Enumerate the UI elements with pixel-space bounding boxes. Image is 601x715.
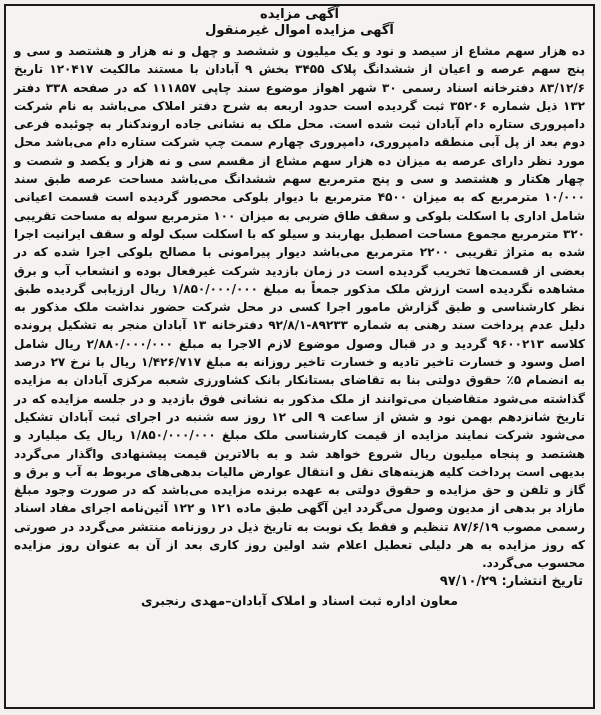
notice-subtitle: آگهی مزایده اموال غیرمنقول [205,23,394,38]
signature-line: معاون اداره ثبت اسناد و املاک آبادان–مهدی رنجبری [140,592,459,608]
notice-body: ده هزار سهم مشاع از سیصد و نود و یک میلیون و ششصد و چهل و نه هزار و هشتصد و سی و پنج سهم عرصه و اعیان از ششدانگ پلاک ۳۴۵۵ بخش ۹ آبادان با مستند مالکیت ۱۲۰۴۱۷ تاریخ ۸۳/۱۲/۶ دفترخانه اسناد رسمی ۳۰ شهر اهواز موضوع سند چاپی ۱۱۱۸۵۷ که در صفحه ۳۳۸ دفتر ۱۳۲ ذیل شماره ۳۵۲۰۶ ثبت گردیده است حدود اربعه به شرح دفتر املاک می‌باشد به نام شرکت دامپروری ستاره دام آبادان ثبت شده است. محل ملک به نشانی جاده اروندکنار به چوئبده فرعی دوم بعد از پل آبی منطقه دامپروری، دامپروری چهارم سمت چپ شرکت ستاره دام می‌باشد محل مورد نظر دارای عرصه به میزان ده هزار سهم مشاع از مقسم سی و نه هزار و یکصد و شصت و چهار هکتار و هشتصد و سی و پنج مترمربع سهم ششدانگ می‌باشد مساحت عرصه طبق سند ۱۰/۰۰۰ مترمربع که به میزان ۴۵۰۰ مترمربع با دیوار بلوکی محصور گردیده است قسمت اعیانی شامل اداری با اسکلت بلوکی و سقف طاق ضربی به میزان ۱۰۰ مترمربع سوله به مساحت تقریبی ۳۲۰ مترمربع مجموع مساحت اصطبل بهاربند و سیلو که با اسکلت سبک لوله و سقف ایرانیت اجرا شده به متراژ تقریبی ۲۲۰۰ مترمربع می‌باشد دیوار پیرامونی با مصالح بلوکی اجرا شده که در بعضی از قسمت‌ها تخریب گردیده است در زمان بازدید شرکت غیرفعال بوده و انشعاب آب و برق مشاهده نگردیده است ارزش ملک مذکور جمعاً به مبلغ ۱/۸۵۰/۰۰۰/۰۰۰ ریال ارزیابی گردیده طبق نظر کارشناسی و طبق گزارش مامور اجرا کسی در محل شرکت حضور نداشت ملک مذکور به دلیل عدم پرداخت سند رهنی به شماره ۸۹۲۳۳-۹۲/۸/۱ دفترخانه ۱۳ آبادان منجر به تشکیل پرونده کلاسه ۹۶۰۰۲۱۳ گردید و در قبال وصول موضوع لازم الاجرا به مبلغ ۲/۸۸۰/۰۰۰/۰۰۰ ریال شامل اصل وسود و خسارت تاخیر تادیه و خسارت تاخیر روزانه به مبلغ ۱/۴۲۶/۷۱۷ ریال با نرخ ۲۷ درصد به انضمام ۵٪ حقوق دولتی بنا به تقاضای بستانکار بانک کشاورزی شعبه مرکزی آبادان به مزایده گذاشته می‌شود متقاضیان می‌توانند از ملک مذکور به نشانی فوق بازدید و در جلسه مزایده که در تاریخ شانزدهم بهمن نود و شش از ساعت ۹ الی ۱۲ روز سه شنبه در اجرای ثبت آبادان تشکیل می‌شود شرکت نمایند مزایده از قیمت کارشناسی ملک مبلغ ۱/۸۵۰/۰۰۰/۰۰۰ ریال یک میلیارد و هشتصد و پنجاه میلیون ریال شروع خواهد شد و به بالاترین قیمت پیشنهادی واگذار می‌گردد بدیهی است پرداخت کلیه هزینه‌های نقل و انتقال عوارض مالیات بدهی‌های مربوط به آب و برق و گاز و تلفن و حق مزایده و حقوق دولتی به عهده برنده مزایده می‌باشد که در صورت وجود مبلغ مازاد بر بدهی از مدیون وصول می‌گردد این آگهی طبق ماده ۱۲۱ و ۱۲۲ آئین‌نامه اجرای مفاد اسناد رسمی مصوب ۸۷/۶/۱۹ تنظیم و فقط یک نوبت به تاریخ ذیل در روزنامه منتشر می‌گردد در صورتی که روز مزایده به هر دلیلی تعطیل اعلام شد اولین روز کاری بعد از آن به عنوان روز مزایده محسوب می‌گردد. [14,44,586,571]
auction-notice [4,4,595,709]
notice-title: آگهی مزایده [260,7,339,22]
publication-date: تاریخ انتشار: ۹۷/۱۰/۲۹ [439,573,583,589]
